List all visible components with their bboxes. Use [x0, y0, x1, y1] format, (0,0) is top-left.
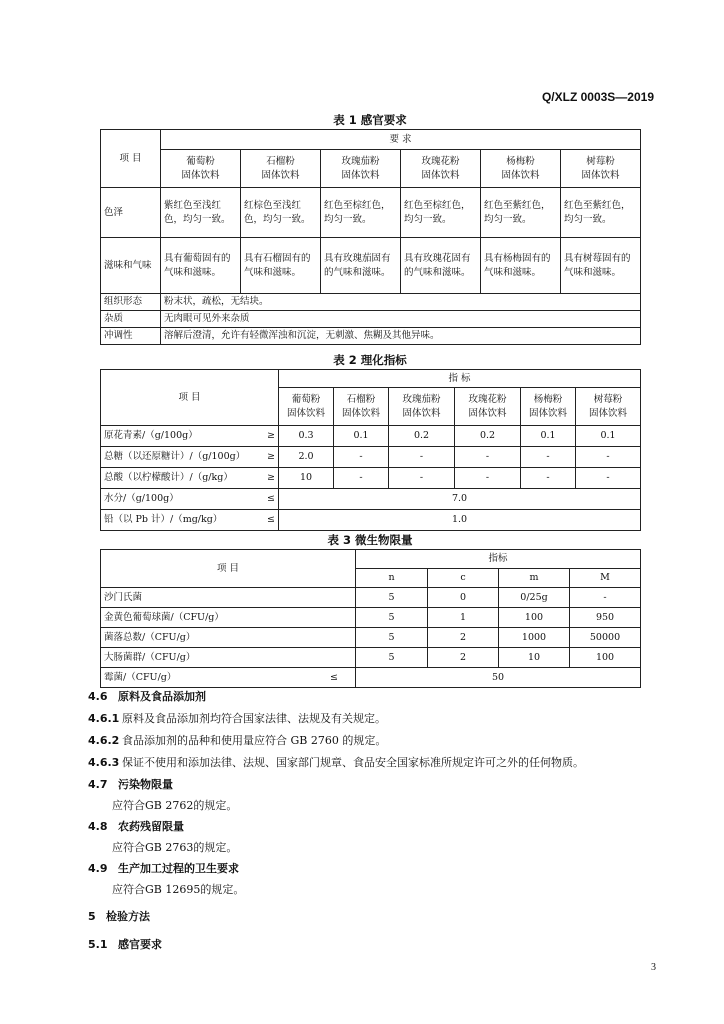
t3-index-header: 指标	[356, 550, 641, 569]
t2-cell: 0.2	[389, 426, 455, 447]
t3-cell: 100	[570, 648, 641, 668]
t1-span-cell: 溶解后澄清，允许有轻微浑浊和沉淀，无刺激、焦糊及其他异味。	[161, 328, 641, 345]
t3-cell: 950	[570, 608, 641, 628]
t2-row-label: 铅（以 Pb 计）/（mg/kg） ≤	[101, 510, 279, 531]
section-4-7: 4.7 污染物限量	[88, 778, 173, 791]
t2-cell: -	[389, 468, 455, 489]
t1-product: 玫瑰花粉 固体饮料	[401, 150, 481, 188]
t1-cell: 红色至棕红色，均匀一致。	[321, 188, 401, 238]
t3-cell: 50000	[570, 628, 641, 648]
table3-caption: 表 3 微生物限量	[327, 533, 413, 547]
t3-cell: -	[570, 588, 641, 608]
t2-cell: -	[455, 447, 521, 468]
t3-col-header: M	[570, 569, 641, 588]
table2-physchem	[100, 369, 641, 531]
t1-product: 石榴粉 固体饮料	[241, 150, 321, 188]
section-4-6: 4.6 原料及食品添加剂	[88, 690, 206, 703]
t2-cell: -	[455, 468, 521, 489]
t2-product: 玫瑰茄粉 固体饮料	[389, 388, 455, 426]
t2-row-label: 总糖（以还原糖计）/（g/100g） ≥	[101, 447, 279, 468]
page-number: 3	[651, 962, 656, 973]
t1-item-header: 项 目	[101, 130, 161, 188]
t2-span-cell: 7.0	[279, 489, 641, 510]
section-4-9: 4.9 生产加工过程的卫生要求	[88, 862, 239, 875]
section-5: 5 检验方法	[88, 910, 150, 923]
t2-cell: 0.1	[576, 426, 641, 447]
t3-col-header: n	[356, 569, 428, 588]
t2-cell: -	[576, 447, 641, 468]
table1-caption: 表 1 感官要求	[333, 113, 407, 127]
t1-cell: 具有树莓固有的气味和滋味。	[561, 238, 641, 294]
t1-span-cell: 无肉眼可见外来杂质	[161, 311, 641, 328]
t1-cell: 具有石榴固有的气味和滋味。	[241, 238, 321, 294]
t2-cell: -	[389, 447, 455, 468]
t2-row-label: 总酸（以柠檬酸计）/（g/kg） ≥	[101, 468, 279, 489]
t2-cell: -	[576, 468, 641, 489]
t3-cell: 100	[499, 608, 570, 628]
table3-microbial	[100, 549, 641, 688]
t1-row-label: 组织形态	[101, 294, 161, 311]
t1-cell: 具有玫瑰茄固有的气味和滋味。	[321, 238, 401, 294]
t2-cell: 0.1	[334, 426, 389, 447]
t1-row-label: 滋味和气味	[101, 238, 161, 294]
section-4-7-text: 应符合GB 2762的规定。	[112, 799, 238, 812]
section-4-9-text: 应符合GB 12695的规定。	[112, 883, 245, 896]
t1-cell: 具有杨梅固有的气味和滋味。	[481, 238, 561, 294]
section-5-1: 5.1 感官要求	[88, 938, 162, 951]
t3-row-label: 大肠菌群/（CFU/g）	[101, 648, 356, 668]
t1-product: 树莓粉 固体饮料	[561, 150, 641, 188]
t2-cell: 0.3	[279, 426, 334, 447]
t1-product: 杨梅粉 固体饮料	[481, 150, 561, 188]
t2-cell: -	[334, 447, 389, 468]
t2-row-label: 原花青素/（g/100g） ≥	[101, 426, 279, 447]
t3-cell: 5	[356, 648, 428, 668]
t2-cell: -	[521, 447, 576, 468]
t2-item-header: 项 目	[101, 370, 279, 426]
t1-product: 葡萄粉 固体饮料	[161, 150, 241, 188]
t2-product: 树莓粉 固体饮料	[576, 388, 641, 426]
t1-cell: 红棕色至浅红色，均匀一致。	[241, 188, 321, 238]
t1-product: 玫瑰茄粉 固体饮料	[321, 150, 401, 188]
t2-product: 石榴粉 固体饮料	[334, 388, 389, 426]
standard-code: Q/XLZ 0003S—2019	[541, 90, 654, 104]
t2-product: 葡萄粉 固体饮料	[279, 388, 334, 426]
t2-cell: -	[334, 468, 389, 489]
t3-cell: 5	[356, 588, 428, 608]
t1-cell: 红色至棕红色，均匀一致。	[401, 188, 481, 238]
t1-cell: 具有葡萄固有的气味和滋味。	[161, 238, 241, 294]
t3-col-header: m	[499, 569, 570, 588]
t2-cell: 0.1	[521, 426, 576, 447]
table2-caption: 表 2 理化指标	[333, 353, 407, 367]
table1-sensory	[100, 129, 641, 345]
t1-cell: 紫红色至浅红色，均匀一致。	[161, 188, 241, 238]
t3-cell: 2	[428, 628, 499, 648]
section-4-8-text: 应符合GB 2763的规定。	[112, 841, 238, 854]
t1-cell: 具有玫瑰花固有的气味和滋味。	[401, 238, 481, 294]
t1-row-label: 冲调性	[101, 328, 161, 345]
section-4-6-1: 4.6.1 原料及食品添加剂均符合国家法律、法规及有关规定。	[88, 712, 386, 725]
section-4-6-3: 4.6.3 保证不使用和添加法律、法规、国家部门规章、食品安全国家标准所规定许可之外的任何物质。	[88, 756, 584, 769]
t3-row-label: 菌落总数/（CFU/g）	[101, 628, 356, 648]
t3-cell: 0/25g	[499, 588, 570, 608]
t3-cell: 5	[356, 608, 428, 628]
t3-cell: 10	[499, 648, 570, 668]
t1-cell: 红色至紫红色，均匀一致。	[481, 188, 561, 238]
t2-cell: 10	[279, 468, 334, 489]
t2-row-label: 水分/（g/100g） ≤	[101, 489, 279, 510]
section-4-6-2: 4.6.2 食品添加剂的品种和使用量应符合 GB 2760 的规定。	[88, 734, 387, 747]
t3-cell: 0	[428, 588, 499, 608]
t2-cell: -	[521, 468, 576, 489]
t1-cell: 红色至紫红色，均匀一致。	[561, 188, 641, 238]
t3-cell: 2	[428, 648, 499, 668]
t2-index-header: 指 标	[279, 370, 641, 388]
t2-product: 杨梅粉 固体饮料	[521, 388, 576, 426]
t3-span-cell: 50	[356, 668, 641, 688]
t3-item-header: 项 目	[101, 550, 356, 588]
t3-row-label: 霉菌/（CFU/g） ≤	[101, 668, 356, 688]
t3-cell: 1	[428, 608, 499, 628]
t2-product: 玫瑰花粉 固体饮料	[455, 388, 521, 426]
t3-cell: 1000	[499, 628, 570, 648]
t1-row-label: 色泽	[101, 188, 161, 238]
t2-span-cell: 1.0	[279, 510, 641, 531]
t3-row-label: 沙门氏菌	[101, 588, 356, 608]
t3-col-header: c	[428, 569, 499, 588]
t3-cell: 5	[356, 628, 428, 648]
t1-span-cell: 粉末状，疏松，无结块。	[161, 294, 641, 311]
t3-row-label: 金黄色葡萄球菌/（CFU/g）	[101, 608, 356, 628]
section-4-8: 4.8 农药残留限量	[88, 820, 184, 833]
t1-row-label: 杂质	[101, 311, 161, 328]
t1-req-header: 要 求	[161, 130, 641, 150]
t2-cell: 0.2	[455, 426, 521, 447]
t2-cell: 2.0	[279, 447, 334, 468]
